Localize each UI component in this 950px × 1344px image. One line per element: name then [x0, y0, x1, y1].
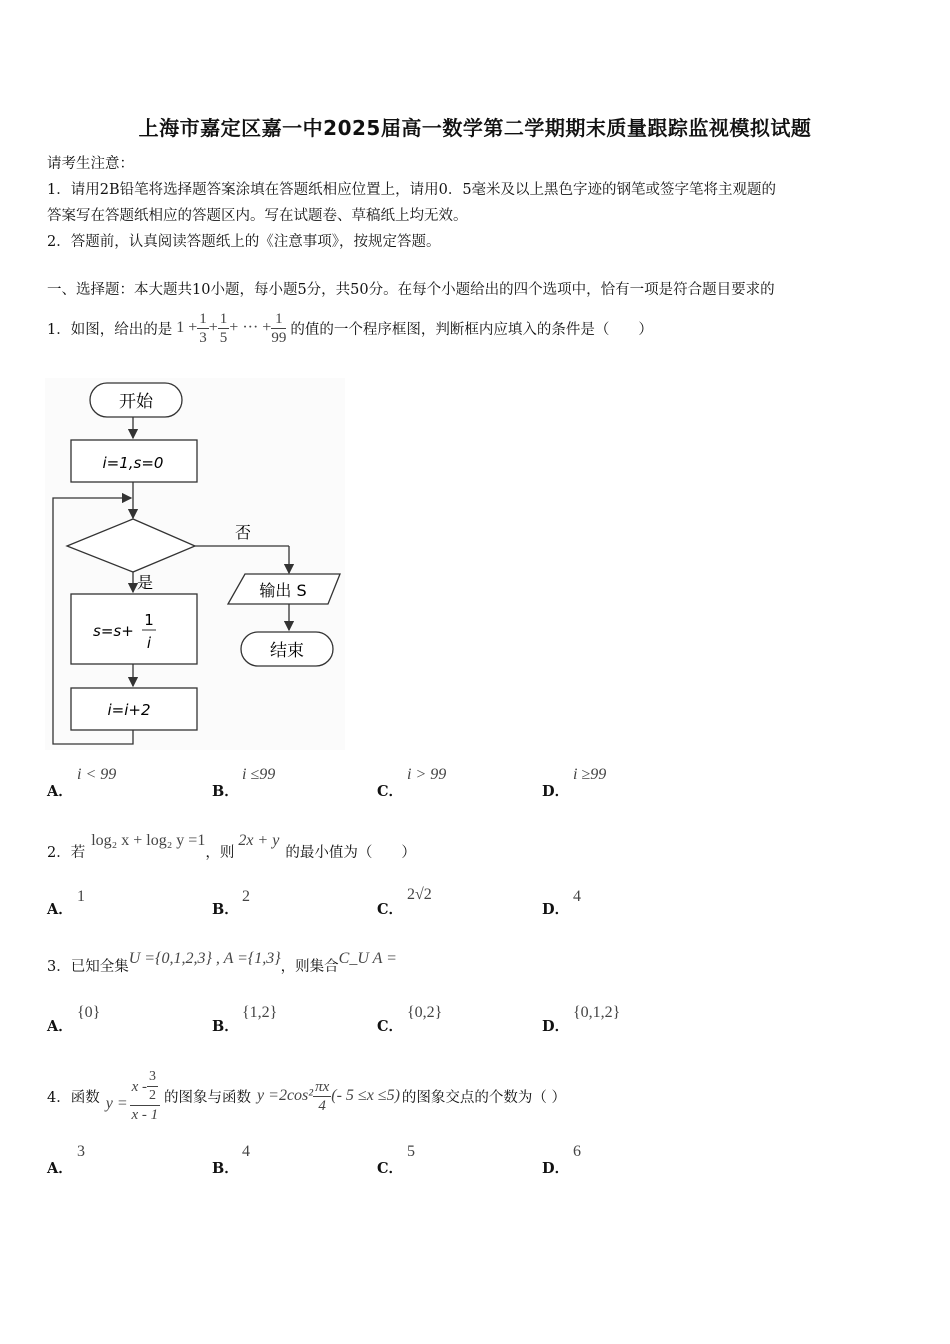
q3-option-d-value: {0,1,2}: [573, 1004, 621, 1021]
q3-sets: U ={0,1,2,3} , A ={1,3}: [128, 950, 281, 967]
q3-middle: ，则集合: [280, 959, 339, 975]
flow-sum-box: [71, 594, 197, 664]
q4-suffix: 的图象交点的个数为（ ）: [401, 1089, 567, 1106]
q3-expression: C_U A =: [338, 950, 397, 967]
q2-option-b-value: 2: [242, 888, 250, 905]
page-title: 上海市嘉定区嘉一中2025届高一数学第二学期期末质量跟踪监视模拟试题: [138, 116, 812, 140]
q2-suffix: 的最小值为（ ）: [285, 845, 416, 861]
q4-g-den: 4: [318, 1097, 326, 1114]
q4-inner-num: 3: [147, 1068, 158, 1087]
q1-suffix: 的值的一个程序框图，判断框内应填入的条件是（ ）: [290, 321, 653, 338]
q4-option-d-value: 6: [573, 1143, 581, 1160]
q1-option-c-value: i > 99: [407, 766, 447, 783]
flow-start-label: 开始: [119, 392, 153, 412]
q4-number: 4．: [47, 1089, 71, 1106]
q1-fraction-2: [218, 310, 230, 347]
q4-g-num: πx: [315, 1078, 330, 1095]
q3-option-b-value: {1,2}: [242, 1004, 278, 1021]
notice-line-2: 答案写在答题纸相应的答题区内。写在试题卷、草稿纸上均无效。: [47, 208, 468, 224]
q2-option-a-value: 1: [77, 888, 85, 905]
flow-no-label: 否: [235, 523, 252, 542]
q4-y-equals: y =: [105, 1095, 128, 1112]
q4-g-range: (- 5 ≤x ≤5): [331, 1087, 400, 1104]
q1-prefix: 如图，给出的是: [70, 321, 173, 338]
flow-yes-label: 是: [137, 573, 154, 592]
notice-heading: 请考生注意：: [47, 156, 134, 172]
q1-f3-num: 1: [271, 310, 286, 329]
q2-option-d-label: D．: [542, 901, 570, 918]
q4-option-c-value: 5: [407, 1143, 415, 1160]
q1-f1-num: 1: [199, 310, 207, 327]
flowchart: [45, 378, 345, 750]
question-1: [47, 302, 653, 354]
q4-g-fraction: [313, 1078, 331, 1115]
question-4: [47, 1060, 566, 1132]
q2-option-c-value: 2√2: [407, 886, 432, 903]
q1-dots: + ··· +: [229, 319, 272, 336]
q1-option-b-value: i ≤99: [242, 766, 276, 783]
q4-option-a-value: 3: [77, 1143, 85, 1160]
question-3: [47, 946, 397, 976]
flow-increment-label: i=i+2: [107, 701, 151, 719]
question-2: [47, 826, 416, 862]
q4-main-denominator: x - 1: [131, 1107, 159, 1123]
q3-option-a-value: {0}: [77, 1004, 101, 1021]
q1-option-d-value: i ≥99: [573, 766, 607, 783]
q3-option-c-label: C．: [377, 1018, 404, 1035]
q4-option-c-label: C．: [377, 1160, 404, 1177]
q4-option-b-value: 4: [242, 1143, 250, 1160]
q3-option-a-label: A．: [47, 1018, 73, 1035]
flow-sum-frac-num: 1: [144, 611, 154, 629]
q2-condition: log₂ x + log₂ y =1: [91, 832, 206, 849]
q1-option-c-label: C．: [377, 783, 404, 800]
section-heading: 一、选择题：本大题共10小题，每小题5分，共50分。在每个小题给出的四个选项中，恰有一项是符合题目要求的: [47, 282, 775, 298]
q4-inner-den: 2: [149, 1088, 157, 1103]
q1-plus: +: [208, 319, 218, 336]
q4-option-b-label: B．: [212, 1160, 239, 1177]
q2-number: 2．: [47, 845, 71, 861]
q4-inner-fraction: [147, 1068, 158, 1105]
q1-f3-den: 99: [271, 329, 287, 346]
flow-end-label: 结束: [270, 641, 304, 661]
q4-main-numerator: [130, 1068, 160, 1106]
q2-option-a-label: A．: [47, 901, 73, 918]
flow-output-label: 输出 S: [259, 581, 307, 600]
q1-fraction-3: [271, 310, 286, 347]
q1-f1-den: 3: [199, 329, 207, 346]
q1-f2-num: 1: [219, 310, 228, 327]
notice-line-1: 1．请用2B铅笔将选择题答案涂填在答题纸相应位置上，请用0．5毫米及以上黑色字迹的钢笔或签字笔将主观题的: [47, 182, 777, 198]
q1-number: 1．: [47, 321, 71, 338]
q4-g-expression: y =2cos²: [257, 1087, 314, 1104]
q3-prefix: 已知全集: [70, 959, 129, 975]
flow-init-label: i=1,s=0: [102, 454, 164, 472]
q4-num-top: x -: [131, 1078, 148, 1095]
q4-main-fraction: [130, 1068, 160, 1124]
q1-expr-start: 1 +: [176, 319, 198, 336]
q2-option-c-label: C．: [377, 901, 404, 918]
q2-middle: ，则: [205, 845, 235, 861]
q1-option-d-label: D．: [542, 783, 570, 800]
q3-option-c-value: {0,2}: [407, 1004, 443, 1021]
q4-middle: 的图象与函数: [164, 1089, 252, 1106]
q1-option-a-value: i < 99: [77, 766, 117, 783]
q3-option-d-label: D．: [542, 1018, 570, 1035]
q3-option-b-label: B．: [212, 1018, 239, 1035]
q2-prefix: 若: [70, 845, 86, 861]
q1-option-b-label: B．: [212, 783, 239, 800]
q4-option-d-label: D．: [542, 1160, 570, 1177]
flow-sum-frac-den: i: [146, 634, 152, 652]
q3-number: 3．: [47, 959, 71, 975]
q1-f2-den: 5: [219, 329, 228, 346]
q1-option-a-label: A．: [47, 783, 73, 800]
q1-fraction-1: [197, 310, 209, 347]
q4-prefix: 函数: [70, 1089, 100, 1106]
notice-line-3: 2．答题前，认真阅读答题纸上的《注意事项》，按规定答题。: [47, 234, 441, 250]
q2-option-d-value: 4: [573, 888, 581, 905]
q4-option-a-label: A．: [47, 1160, 73, 1177]
q2-option-b-label: B．: [212, 901, 239, 918]
flow-sum-label: s=s+: [93, 622, 134, 640]
q2-expression: 2x + y: [238, 832, 280, 849]
